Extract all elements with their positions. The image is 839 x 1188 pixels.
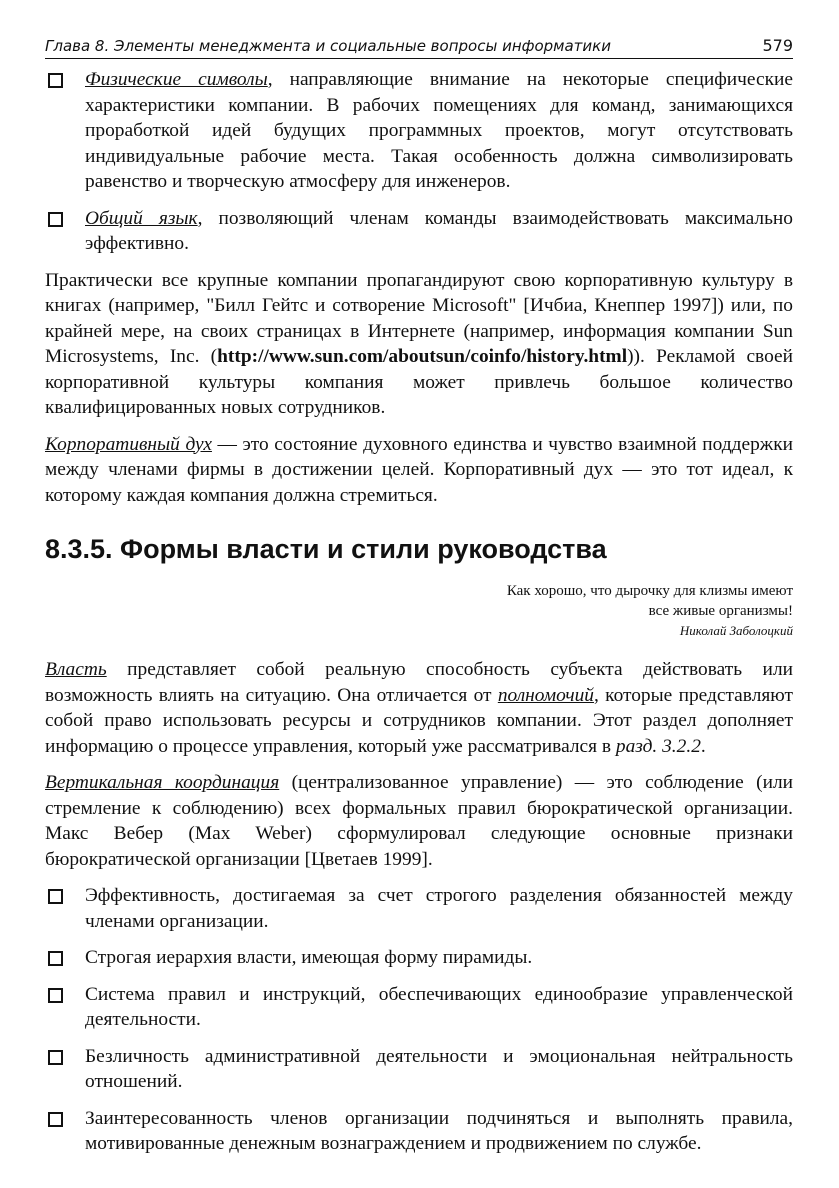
list-item — [45, 883, 793, 934]
term: полномочий — [497, 684, 594, 706]
list-item — [45, 67, 793, 195]
checkbox-bullet-icon — [48, 951, 63, 966]
bullet-list-bottom — [45, 883, 793, 1157]
section-heading: 8.3.5. Формы власти и стили руководства — [45, 534, 607, 564]
checkbox-bullet-icon — [48, 73, 63, 88]
bullet-list-top — [45, 67, 793, 257]
paragraph-corporate-spirit — [45, 432, 793, 509]
item-text: Заинтересованность членов организации подчиняться и выполнять правила, мотивированные денежным вознаграждением и продвижением по службе. — [85, 1107, 793, 1154]
text: )). Рекламой своей корпоративной культуры компания может привлечь большое количество квалифицированных новых сотрудников. — [45, 346, 793, 418]
text: представляет собой реальную способность субъекта действовать или возможность влиять на ситуацию. Она отличается от — [45, 659, 793, 706]
term: Власть — [45, 659, 107, 680]
running-header — [45, 36, 793, 59]
term: Общий язык — [85, 207, 198, 229]
text: , которые представляют собой право использовать ресурсы и сотрудников компании. Этот раздел дополняет информацию о процессе управления, который уже рассматривался в — [45, 684, 793, 757]
paragraph-vertical-coordination — [45, 770, 793, 872]
term: Вертикальная координация — [45, 772, 280, 793]
item-text: Строгая иерархия власти, имеющая форму пирамиды. — [85, 947, 533, 968]
text: . — [700, 735, 706, 757]
checkbox-bullet-icon — [48, 212, 63, 227]
checkbox-bullet-icon — [48, 1112, 63, 1127]
list-item — [45, 945, 793, 971]
book-page — [45, 36, 793, 1168]
paragraph-culture — [45, 268, 793, 421]
item-text: Безличность административной деятельности и эмоциональная нейтральность отношений. — [85, 1045, 793, 1092]
item-text: Система правил и инструкций, обеспечивающих единообразие управленческой деятельности. — [85, 983, 793, 1030]
text: Практически все крупные компании пропагандируют свою корпоративную культуру в книгах (например, "Билл Гейтс и сотворение Microsoft" [Ичбиа, Кнеппер 1997]) или, по крайней мере, на своих страницах в Интернете (например, информация компании Sun Microsystems, Inc. ( — [45, 269, 793, 367]
text: — это состояние духовного единства и чувство взаимной поддержки между членами фирмы в достижении целей. Корпоративный дух — это тот идеал, к которому каждая компания должна стремиться. — [45, 433, 793, 506]
list-item — [45, 1106, 793, 1157]
item-text: , направляющие внимание на некоторые специфические характеристики компании. В рабочих помещениях для команд, занимающихся проработкой идей будущих программных проектов, могут отсутствовать индивидуальные рабочие места. Такая особенность должна символизировать равенство и творческую атмосферу для инженеров. — [85, 69, 793, 192]
list-item — [45, 206, 793, 257]
epigraph-line: все живые организмы! — [648, 603, 793, 619]
term: Физические символы — [85, 69, 268, 90]
epigraph — [45, 581, 793, 641]
checkbox-bullet-icon — [48, 1050, 63, 1065]
term: Корпоративный дух — [45, 433, 212, 455]
chapter-title: Глава 8. Элементы менеджмента и социальные вопросы информатики — [45, 37, 611, 55]
section-ref: разд. 3.2.2 — [615, 735, 701, 757]
checkbox-bullet-icon — [48, 889, 63, 904]
text: (централизованное управление) — это соблюдение (или стремление к соблюдению) всех формальных правил бюрократической организации. Макс Вебер (Max Weber) сформулировал следующие основные признаки бюрократической организации [Цветаев 1999]. — [45, 772, 793, 870]
item-text: Эффективность, достигаемая за счет строгого разделения обязанностей между членами организации. — [85, 885, 793, 932]
epigraph-line: Как хорошо, что дырочку для клизмы имеют — [506, 583, 793, 599]
page-number: 579 — [762, 36, 793, 55]
list-item — [45, 982, 793, 1033]
checkbox-bullet-icon — [48, 988, 63, 1003]
paragraph-power — [45, 657, 793, 759]
item-text: , позволяющий членам команды взаимодействовать максимально эффективно. — [85, 207, 793, 254]
epigraph-author: Николай Заболоцкий — [679, 623, 793, 638]
list-item — [45, 1044, 793, 1095]
url-link[interactable]: http://www.sun.com/aboutsun/coinfo/history.html — [217, 346, 628, 367]
